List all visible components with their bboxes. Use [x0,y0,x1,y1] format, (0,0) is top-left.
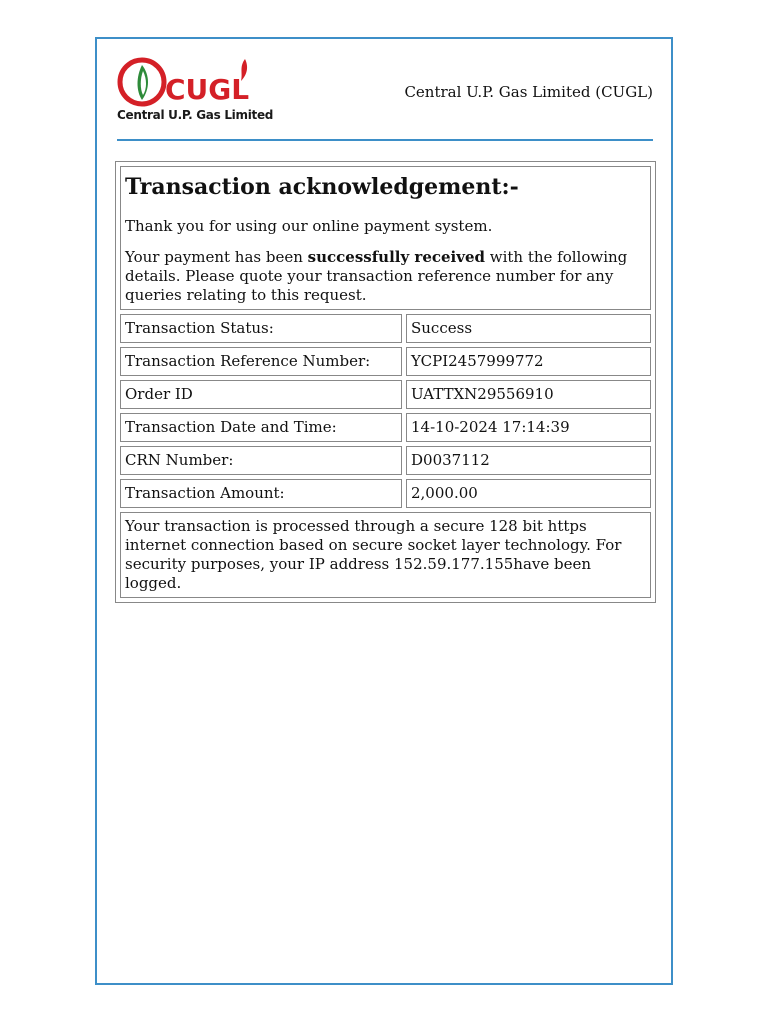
table-row [120,479,651,508]
payment-message-prefix: Your payment has been [125,248,308,266]
company-name: Central U.P. Gas Limited (CUGL) [404,83,653,101]
page-title: Transaction acknowledgement:- [125,174,519,200]
table-row [120,314,651,343]
amount-value: 2,000.00 [406,479,651,508]
table-row [120,347,651,376]
date-time-value: 14-10-2024 17:14:39 [406,413,651,442]
page-frame [95,37,673,985]
acknowledgement-intro [120,166,651,310]
order-id-value: UATTXN29556910 [406,380,651,409]
reference-number-value: YCPI2457999772 [406,347,651,376]
table-row [120,446,651,475]
order-id-label: Order ID [120,380,402,409]
crn-number-value: D0037112 [406,446,651,475]
date-time-label: Transaction Date and Time: [120,413,402,442]
table-row [120,413,651,442]
header [97,39,671,142]
table-row [120,380,651,409]
payment-message [125,248,646,305]
payment-message-bold: successfully received [307,248,485,266]
reference-number-label: Transaction Reference Number: [120,347,402,376]
payment-message-suffix: with the following details. Please quote your transaction reference number for any queries relating to this request. [125,248,628,304]
amount-label: Transaction Amount: [120,479,402,508]
status-label: Transaction Status: [120,314,402,343]
status-value: Success [406,314,651,343]
header-divider [117,139,653,141]
thanks-message: Thank you for using our online payment system. [125,217,493,235]
crn-number-label: CRN Number: [120,446,402,475]
logo-wordmark: CUGL [165,73,250,106]
security-note: Your transaction is processed through a secure 128 bit https internet connection based on secure socket layer technology. For security purposes, your IP address 152.59.177.155have been logged. [120,512,651,598]
logo-subtitle: Central U.P. Gas Limited [117,108,274,122]
cugl-logo [117,57,274,129]
acknowledgement-table [115,161,656,603]
